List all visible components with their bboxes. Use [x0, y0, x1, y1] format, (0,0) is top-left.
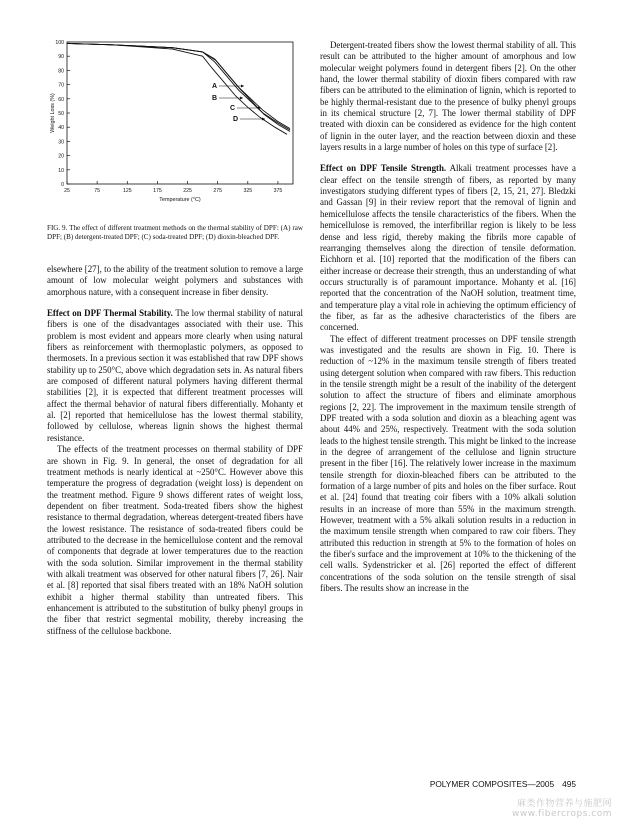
- x-tick-label: 225: [183, 188, 192, 194]
- plot-frame: [67, 42, 293, 184]
- left-text: [47, 264, 303, 637]
- section-heading: Effect on DPF Tensile Strength.: [320, 163, 447, 174]
- page-footer: [410, 779, 576, 789]
- y-tick-label: 0: [61, 182, 64, 188]
- x-tick-label: 375: [273, 188, 283, 194]
- series-line-b: [67, 43, 287, 134]
- y-tick-label: 90: [58, 54, 64, 61]
- x-tick-label: 175: [153, 188, 162, 194]
- journal-name: POLYMER COMPOSITES—2005: [429, 779, 555, 789]
- right-paragraph: [320, 334, 576, 595]
- series-arrow-b: [240, 97, 243, 100]
- page-number: 495: [562, 779, 576, 789]
- x-tick-label: 75: [94, 188, 101, 194]
- left-paragraph: [47, 308, 303, 444]
- y-tick-label: 80: [58, 68, 64, 75]
- right-paragraph: [320, 40, 576, 153]
- caption-text: The effect of different treatment methods on the thermal stability of DPF: (A) raw DPF; (B) detergent-treated DPF; (C) soda-treated DPF; (D) dioxin-bleached DPF.: [47, 224, 303, 241]
- y-tick-label: 10: [58, 167, 64, 174]
- paragraph-text: The effect of different treatment processes on DPF tensile strength was investigated and the results are shown in Fig. 10. There is reduction of ~12% in the maximum tensile strength of fibers treated using detergent solution when compared with raw fibers. This reduction in the tensile strength might be a result of the inability of the detergent solution to affect the structure of fibers and eliminate amorphous regions [2, 22]. The improvement in the maximum tensile strength of DPF treated with a soda solution and dioxin as a bleaching agent was about 44% and 25%, respectively. Treatment with the soda solution leads to the highest tensile strength. This might be linked to the increase in the degree of arrangement of the cellulose and lignin structure present in the fiber [16]. The relatively lower increase in the maximum tensile strength for dioxin-bleached fibers can be attributed to the formation of a large number of pits and holes on the fiber surface. Rout et al. [24] found that treating coir fibers with a 10% alkali solution results in an increase of more than 55% in the maximum strength. However, treatment with a 5% alkali solution results in a reduction in the maximum tensile strength when compared to raw coir fibers. They attributed this reduction in strength at 5% to the formation of holes on the fiber's surface and the improvement at 10% to the thickening of the cell walls. Sydenstricker et al. [26] reported the effect of different concentrations of the soda solution on the tensile strength of sisal fibers. The results show an increase in the: [320, 333, 576, 594]
- y-tick-label: 20: [58, 153, 64, 160]
- paragraph-text: The effects of the treatment processes on thermal stability of DPF are shown in Fig. 9. In general, the onset of degradation for all treatment methods is nearly identical at ~250°C. However above this temperature the progress of degradation (weight loss) is dependent on the treatment method. Figure 9 shows different rates of weight loss, dependent on fiber treatment. Soda-treated fibers show the highest resistance to thermal degradation, whereas detergent-treated fibers have the lowest resistance. The resistance of soda-treated fibers could be attributed to the decrease in the hemicellulose content and the removal of components that degrade at lower temperatures due to the reaction with the soda solution. Similar improvement in the thermal stability with alkali treatment was observed for other natural fibers [7, 26]. Nair et al. [8] reported that sisal fibers treated with an 18% NaOH solution exhibit a higher thermal stability than untreated fibers. This enhancement is attributed to the substitution of bulky phenyl groups in the fiber that restrict segmental mobility, thereby increasing the stiffness of the cellulose backbone.: [47, 444, 303, 636]
- series-line-d: [67, 43, 290, 131]
- series-line-a: [67, 43, 290, 128]
- series-label-d: D: [233, 116, 239, 123]
- y-tick-label: 30: [58, 139, 64, 146]
- watermark: 麻类作物营养与施肥网 www.fibercrops.com: [512, 799, 612, 819]
- y-tick-label: 40: [58, 125, 64, 132]
- right-paragraph: [320, 163, 576, 333]
- y-axis-label: Weight Loss (%): [50, 93, 56, 133]
- y-tick-label: 100: [55, 40, 64, 46]
- x-tick-label: 275: [213, 188, 222, 194]
- left-paragraph: [47, 264, 303, 298]
- paragraph-text: elsewhere [27], to the ability of the treatment solution to remove a large amount of low molecular weight polymers and substances with amorphous nature, with a consequent increase in fiber density.: [47, 264, 303, 297]
- y-tick-label: 70: [58, 82, 64, 89]
- y-tick-label: 60: [58, 96, 64, 103]
- x-axis-label: Temperature (°C): [159, 197, 201, 203]
- figure-9: [47, 36, 303, 214]
- weight-loss-chart: [47, 36, 303, 214]
- series-label-a: A: [212, 83, 218, 90]
- x-tick-label: 125: [122, 188, 132, 194]
- left-paragraph: [47, 444, 303, 637]
- caption-label: FIG. 9.: [47, 224, 68, 232]
- right-text: [320, 40, 576, 595]
- x-tick-label: 25: [64, 188, 70, 194]
- series-line-c: [67, 43, 290, 130]
- right-column: [320, 40, 576, 595]
- section-heading: Effect on DPF Thermal Stability.: [47, 308, 173, 319]
- paragraph-text: Alkali treatment processes have a clear effect on the tensile strength of fibers, as reported by many investigators studying different types of fibers [2, 15, 21, 27]. Bledzki and Gassan [9] in their review report that the removal of lignin and hemicellulose affects the tensile characteristics of the fibers. When the hemicellulose is removed, the interfibrillar region is likely to be less dense and less rigid, thereby making the fibrils more capable of rearranging themselves along the direction of tensile deformation. Eichhorn et al. [10] reported that the modification of the fibers can either increase or decrease their strength, thus an understanding of what occurs structurally is of paramount importance. Mohanty et al. [16] reported that the concentration of the NaOH solution, treatment time, and temperature play a vital role in achieving the optimum efficiency of the fiber, as far as the adhesive characteristics of the fibers are concerned.: [320, 163, 576, 333]
- left-column: [47, 36, 303, 637]
- y-tick-label: 50: [58, 111, 64, 117]
- x-tick-label: 325: [243, 188, 253, 194]
- series-label-c: C: [230, 105, 236, 112]
- series-label-b: B: [212, 95, 218, 102]
- paragraph-text: Detergent-treated fibers show the lowest thermal stability of all. This result can be attributed to the higher amount of amorphous and low molecular weight polymers found in detergent fibers [2]. On the other hand, the lower thermal stability of dioxin fibers compared with raw fibers can be attributed to the elimination of lignin, which is reported to be highly thermal-resistant due to the presence of bulky phenyl groups in its chemical structure [2, 7]. The lower thermal stability of DPF treated with dioxin can be considered as evidence for the high content of lignin in the outer layer, and the reaction between dioxin and these layers results in a large number of holes on this type of surface [2].: [320, 40, 576, 153]
- paragraph-text: The low thermal stability of natural fibers is one of the disadvantages associated with their use. This problem is most evident and appears more clearly when using natural fibers as reinforcement with thermoplastic polymers, as opposed to thermosets. In a previous section it was established that raw DPF shows stability up to 250°C, above which degradation sets in. As natural fibers are composed of different natural polymers having different thermal stabilities [2], it is expected that different treatment processes will affect the thermal behavior of natural fibers differentially. Mohanty et al. [2] reported that hemicellulose has the lowest thermal stability, followed by cellulose, whereas lignin shows the highest thermal resistance.: [47, 308, 303, 443]
- figure-caption: [47, 224, 303, 242]
- series-arrow-a: [241, 85, 244, 88]
